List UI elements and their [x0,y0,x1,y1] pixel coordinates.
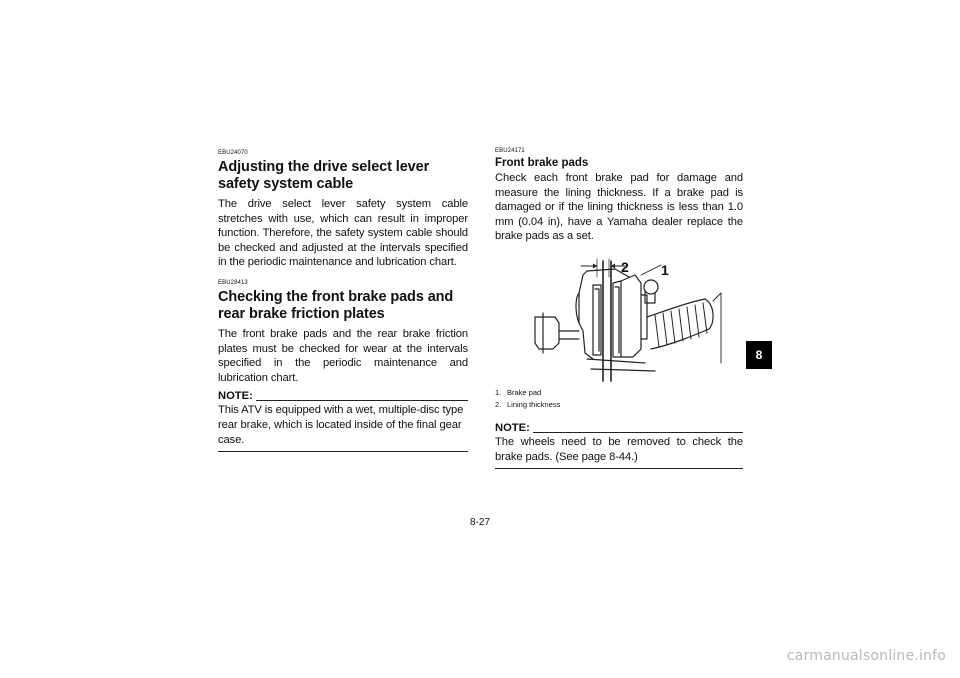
note-label: NOTE: [218,390,253,403]
callout-2: 2 [621,258,629,275]
note-label: NOTE: [495,421,530,434]
caption-item: 1. Brake pad [495,387,542,397]
section-code: EBU24070 [218,150,248,156]
note-rule [256,400,468,401]
note-header [218,389,468,403]
note-header [495,421,743,435]
note-text: The wheels need to be removed to check the brake pads. (See page 8-44.) [495,435,743,463]
brake-caliper-drawing [495,253,743,385]
note-end-rule [218,451,468,452]
figure-captions [495,387,743,411]
note-text: This ATV is equipped with a wet, multiple-disc type rear brake, which is located inside of the final gear case. [218,404,464,446]
section-heading: Adjusting the drive select lever safety system cable [218,159,430,192]
section-heading: Front brake pads [495,157,589,169]
section-heading: Checking the front brake pads and rear brake friction plates [218,288,454,322]
section-code: EBU28413 [218,279,248,286]
brake-pad-illustration [495,253,743,385]
left-column [218,150,468,452]
note-rule [533,432,743,433]
section-code: EBU24171 [495,148,525,154]
section-body: The front brake pads and the rear brake friction plates must be checked for wear at the intervals specified in the periodic maintenance and lubrication chart. [218,327,468,384]
callout-1: 1 [661,261,669,278]
section-body: Check each front brake pad for damage and measure the lining thickness. If a brake pad is damaged or if the lining thickness is less than 1.0 mm (0.04 in), have a Yamaha dealer replace the brake pads as a set. [495,172,743,243]
caption-item: 2. Lining thickness [495,399,561,409]
right-column [495,148,743,469]
page-number: 8-27 [469,517,490,528]
note-end-rule [495,468,743,469]
chapter-tab: 8 [746,341,772,369]
section-body: The drive select lever safety system cable stretches with use, which can result in improper function. Therefore, the safety system cable should be checked and adjusted at the intervals specified in the periodic maintenance and lubrication chart. [218,198,468,269]
watermark: carmanualsonline.info [786,648,946,664]
